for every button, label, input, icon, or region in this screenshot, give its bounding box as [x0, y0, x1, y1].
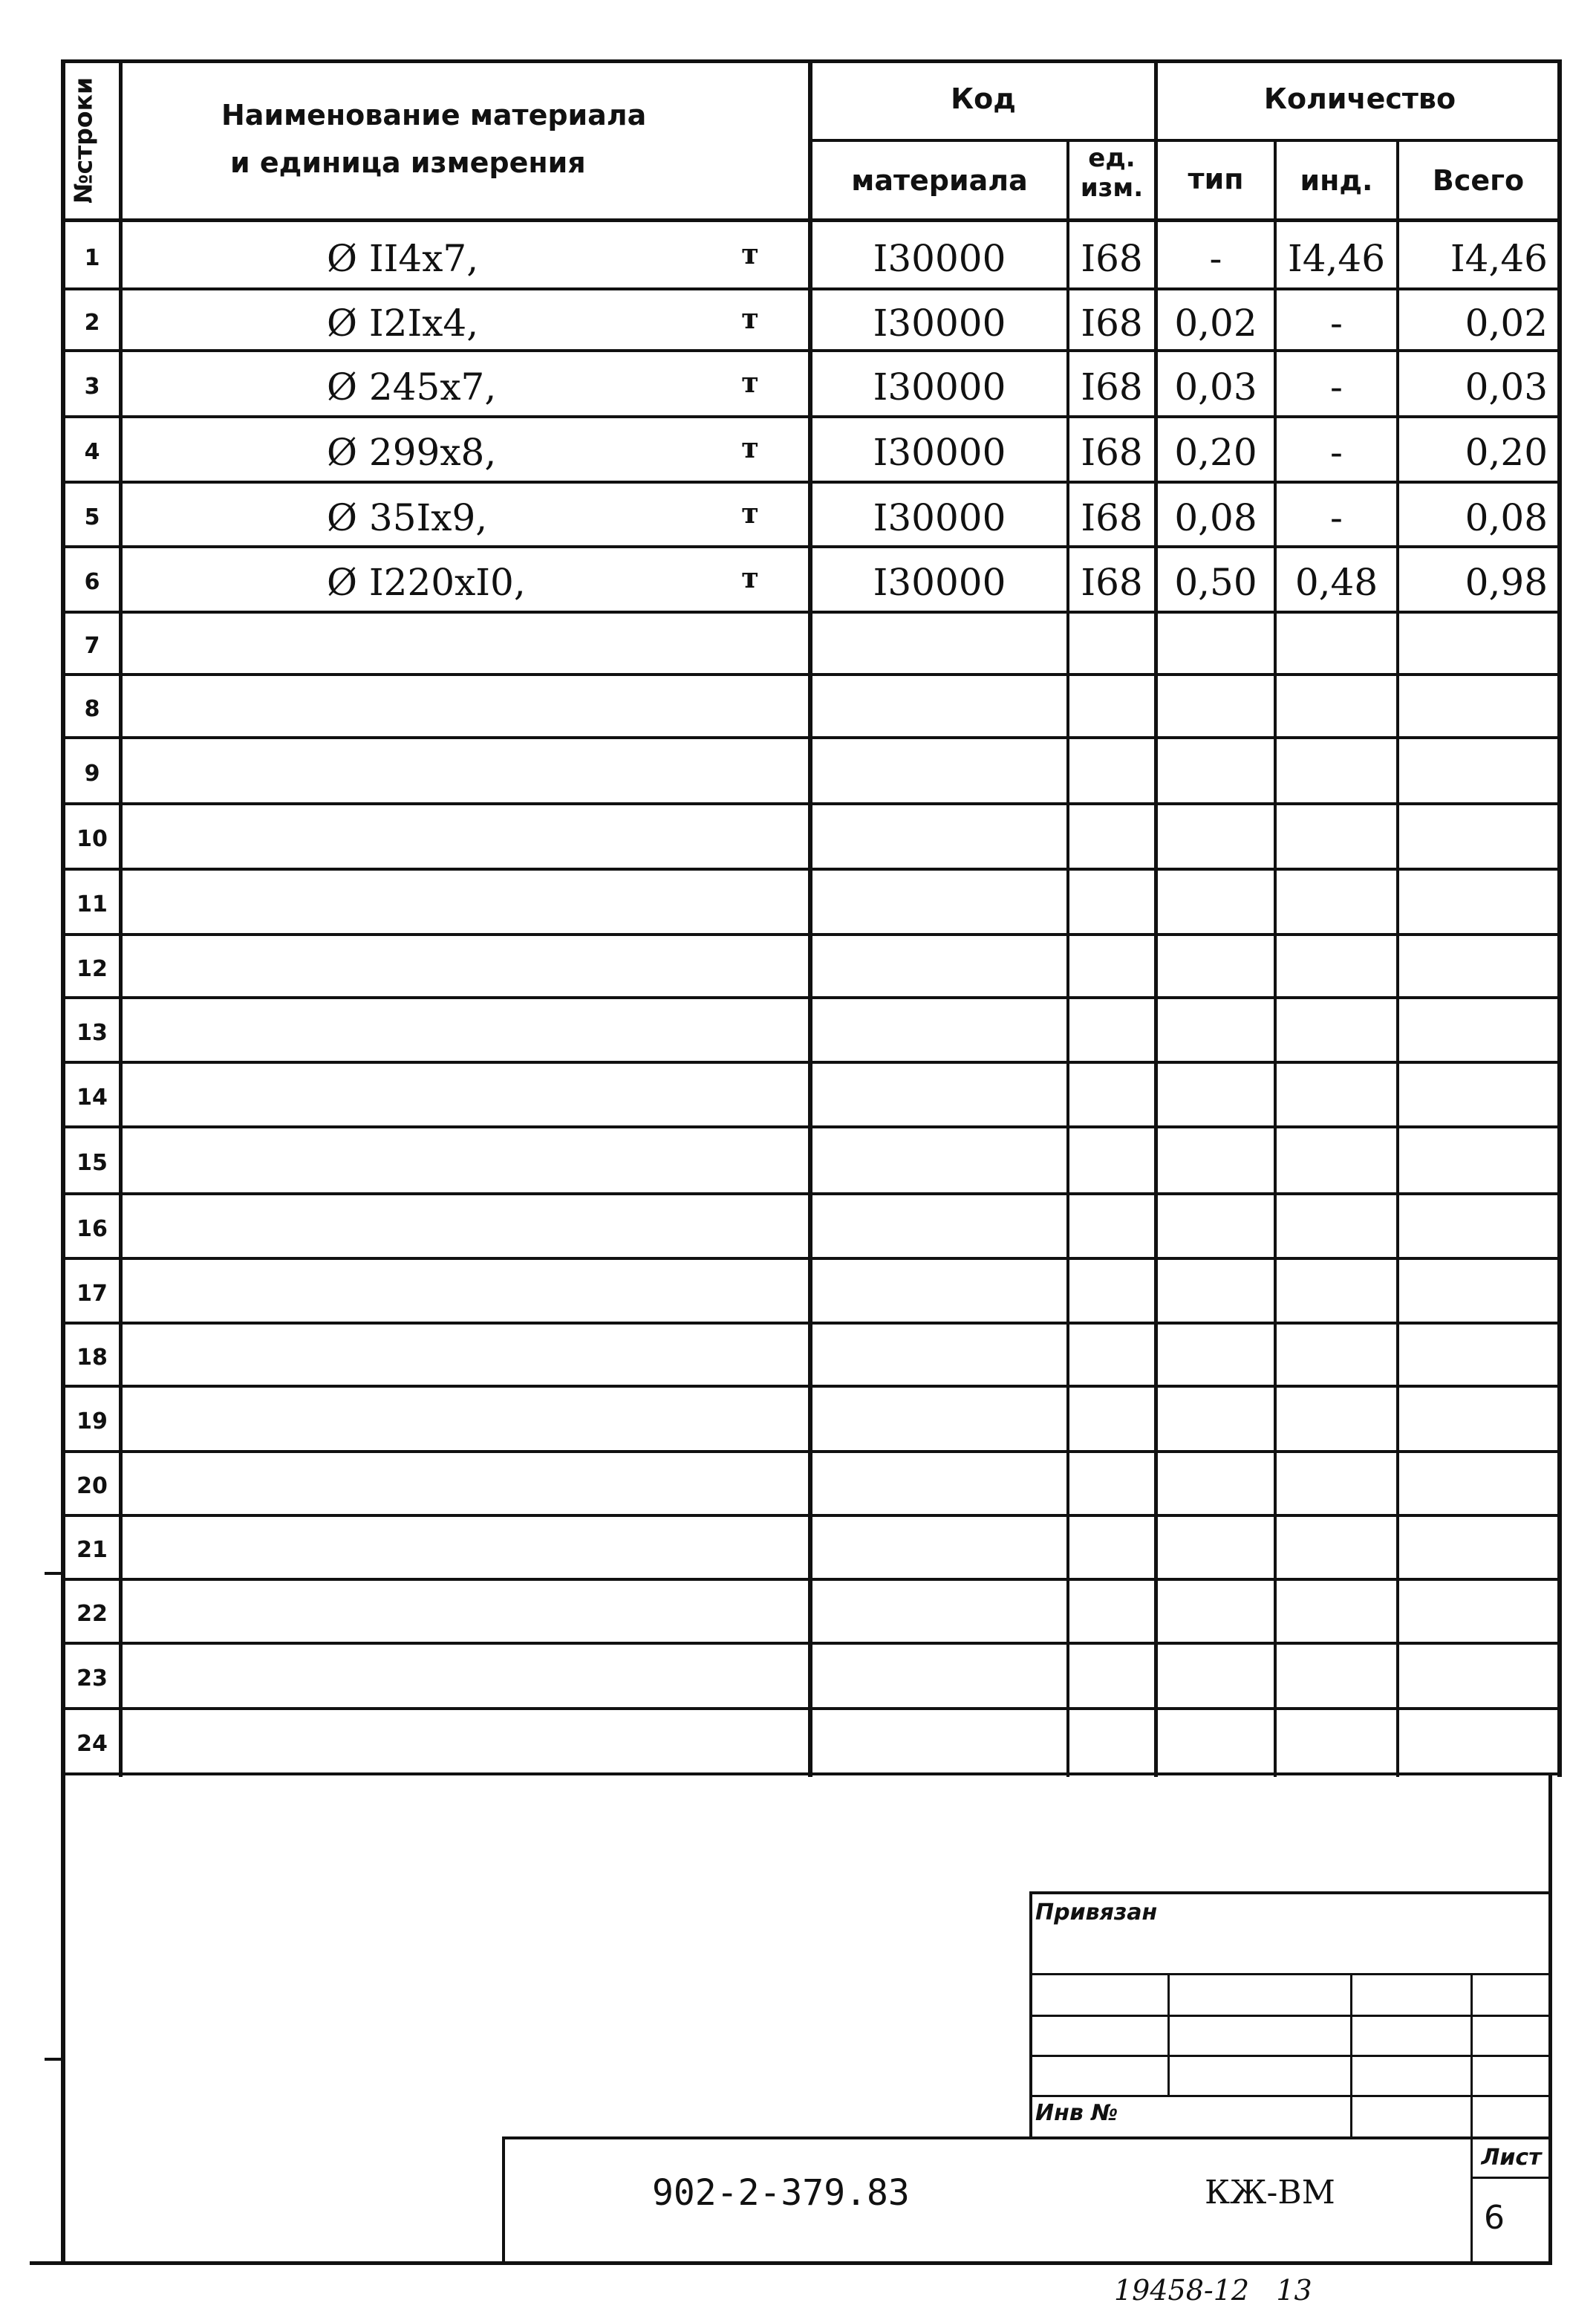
section-code: КЖ-ВМ	[1205, 2174, 1335, 2212]
name-header-line2: и единица измерения	[230, 146, 586, 179]
code-material-header: материала	[851, 164, 1028, 197]
row-divider	[61, 349, 1562, 352]
cell-no: 11	[76, 891, 108, 917]
row-divider	[61, 1192, 1562, 1195]
cell-no: 16	[76, 1216, 108, 1242]
table-border-right	[1557, 59, 1562, 1777]
stamp-col-1	[1167, 1973, 1170, 2096]
col-line-rowno	[119, 59, 123, 1777]
cell-total: I4,46	[1450, 237, 1548, 280]
header-subline	[808, 139, 1562, 142]
row-number-header-label: №строки	[68, 77, 98, 204]
cell-no: 17	[76, 1281, 108, 1307]
cell-unit: т	[741, 237, 759, 270]
row-divider	[61, 1514, 1562, 1517]
cell-name: Ø 299x8,	[327, 431, 497, 474]
inv-label: Инв №	[1035, 2100, 1118, 2126]
cell-no: 9	[84, 761, 100, 787]
cell-ind: -	[1330, 365, 1343, 409]
cell-no: 14	[76, 1085, 108, 1111]
cell-name: Ø 245x7,	[327, 365, 497, 409]
sheet-label-line	[1470, 2177, 1552, 2179]
row-divider	[61, 673, 1562, 676]
cell-unit: т	[741, 561, 759, 594]
cell-type: 0,02	[1174, 302, 1257, 345]
cell-code: I68	[1081, 431, 1143, 474]
cell-total: 0,02	[1465, 302, 1548, 345]
frame-bottom	[30, 2261, 1552, 2265]
row-divider	[61, 736, 1562, 739]
row-divider	[61, 1772, 1562, 1775]
cell-no: 20	[76, 1473, 108, 1499]
cell-no: 3	[84, 374, 100, 400]
row-divider	[61, 545, 1562, 548]
cell-no: 5	[84, 504, 100, 530]
stamp-col-2	[1350, 1973, 1352, 2139]
cell-ind: -	[1330, 431, 1343, 474]
row-divider	[61, 1450, 1562, 1453]
cell-ind: I4,46	[1287, 237, 1386, 280]
document-code: 902-2-379.83	[652, 2172, 910, 2214]
title-top	[504, 2136, 1552, 2139]
frame-left-tick-1	[45, 1572, 65, 1575]
cell-no: 12	[76, 956, 108, 982]
stamp-row-1	[1029, 1973, 1552, 1975]
cell-unit: т	[741, 302, 759, 335]
stamp-top	[1029, 1891, 1552, 1894]
frame-right-lower	[1548, 1774, 1552, 2264]
cell-code: I68	[1081, 365, 1143, 409]
cell-code: I68	[1081, 561, 1143, 604]
row-divider	[61, 1385, 1562, 1388]
cell-code: I68	[1081, 302, 1143, 345]
cell-unit: т	[741, 365, 759, 399]
cell-total: 0,08	[1465, 496, 1548, 539]
cell-unit: т	[741, 431, 759, 464]
row-divider	[61, 1578, 1562, 1581]
cell-code: I68	[1081, 237, 1143, 280]
qty-total-header: Всего	[1432, 164, 1525, 197]
row-divider	[61, 868, 1562, 871]
cell-no: 24	[76, 1731, 108, 1757]
cell-no: 15	[76, 1150, 108, 1176]
cell-no: 6	[84, 569, 100, 595]
cell-no: 10	[76, 826, 108, 852]
code-unit-header-line2: изм.	[1080, 173, 1144, 203]
stamp-row-2	[1029, 2015, 1552, 2017]
cell-unit: т	[741, 496, 759, 530]
cell-total: 0,20	[1465, 431, 1548, 474]
cell-material: I30000	[873, 561, 1006, 604]
cell-no: 2	[84, 310, 100, 336]
row-number-header	[53, 62, 113, 218]
cell-no: 8	[84, 696, 100, 722]
row-divider	[61, 1125, 1562, 1128]
cell-no: 22	[76, 1601, 108, 1627]
frame-left-lower	[61, 1774, 65, 2264]
cell-ind: -	[1330, 302, 1343, 345]
row-divider	[61, 481, 1562, 484]
bound-label: Привязан	[1035, 1900, 1158, 1926]
row-divider	[61, 996, 1562, 999]
frame-left-tick-2	[45, 2058, 65, 2061]
row-divider	[61, 287, 1562, 290]
row-divider	[61, 611, 1562, 614]
cell-no: 13	[76, 1020, 108, 1046]
row-divider	[61, 933, 1562, 936]
cell-code: I68	[1081, 496, 1143, 539]
cell-material: I30000	[873, 237, 1006, 280]
row-divider	[61, 1707, 1562, 1710]
cell-no: 7	[84, 633, 100, 659]
cell-type: 0,08	[1174, 496, 1257, 539]
cell-ind: -	[1330, 496, 1343, 539]
cell-type: -	[1209, 237, 1222, 280]
cell-total: 0,03	[1465, 365, 1548, 409]
cell-type: 0,50	[1174, 561, 1257, 604]
cell-name: Ø 35Ix9,	[327, 496, 488, 539]
cell-material: I30000	[873, 365, 1006, 409]
cell-no: 19	[76, 1408, 108, 1434]
code-unit-header-line1: ед.	[1088, 143, 1136, 173]
cell-material: I30000	[873, 431, 1006, 474]
cell-no: 21	[76, 1537, 108, 1563]
cell-name: Ø I220xI0,	[327, 561, 526, 604]
name-header-line1: Наименование материала	[221, 99, 647, 131]
code-group-header: Код	[951, 82, 1016, 115]
cell-no: 1	[84, 245, 100, 271]
stamp-row-4	[1029, 2095, 1552, 2097]
cell-total: 0,98	[1465, 561, 1548, 604]
stamp-row-3	[1029, 2055, 1552, 2057]
qty-group-header: Количество	[1263, 82, 1456, 115]
qty-ind-header: инд.	[1300, 164, 1373, 197]
cell-type: 0,20	[1174, 431, 1257, 474]
qty-type-header: тип	[1188, 163, 1244, 195]
cell-no: 18	[76, 1345, 108, 1371]
cell-material: I30000	[873, 496, 1006, 539]
row-divider	[61, 1257, 1562, 1260]
cell-type: 0,03	[1174, 365, 1257, 409]
title-left	[502, 2136, 505, 2264]
row-divider	[61, 1322, 1562, 1325]
cell-material: I30000	[873, 302, 1006, 345]
row-divider	[61, 802, 1562, 805]
sheet-label: Лист	[1481, 2145, 1542, 2171]
cell-no: 23	[76, 1666, 108, 1692]
cell-name: Ø I2Ix4,	[327, 302, 479, 345]
footer-note: 19458-12 13	[1114, 2274, 1312, 2307]
sheet-number: 6	[1484, 2199, 1505, 2237]
cell-no: 4	[84, 439, 100, 465]
cell-name: Ø II4x7,	[327, 237, 479, 280]
cell-ind: 0,48	[1294, 561, 1378, 604]
row-divider	[61, 415, 1562, 418]
row-divider	[61, 1642, 1562, 1645]
row-divider	[61, 1061, 1562, 1064]
